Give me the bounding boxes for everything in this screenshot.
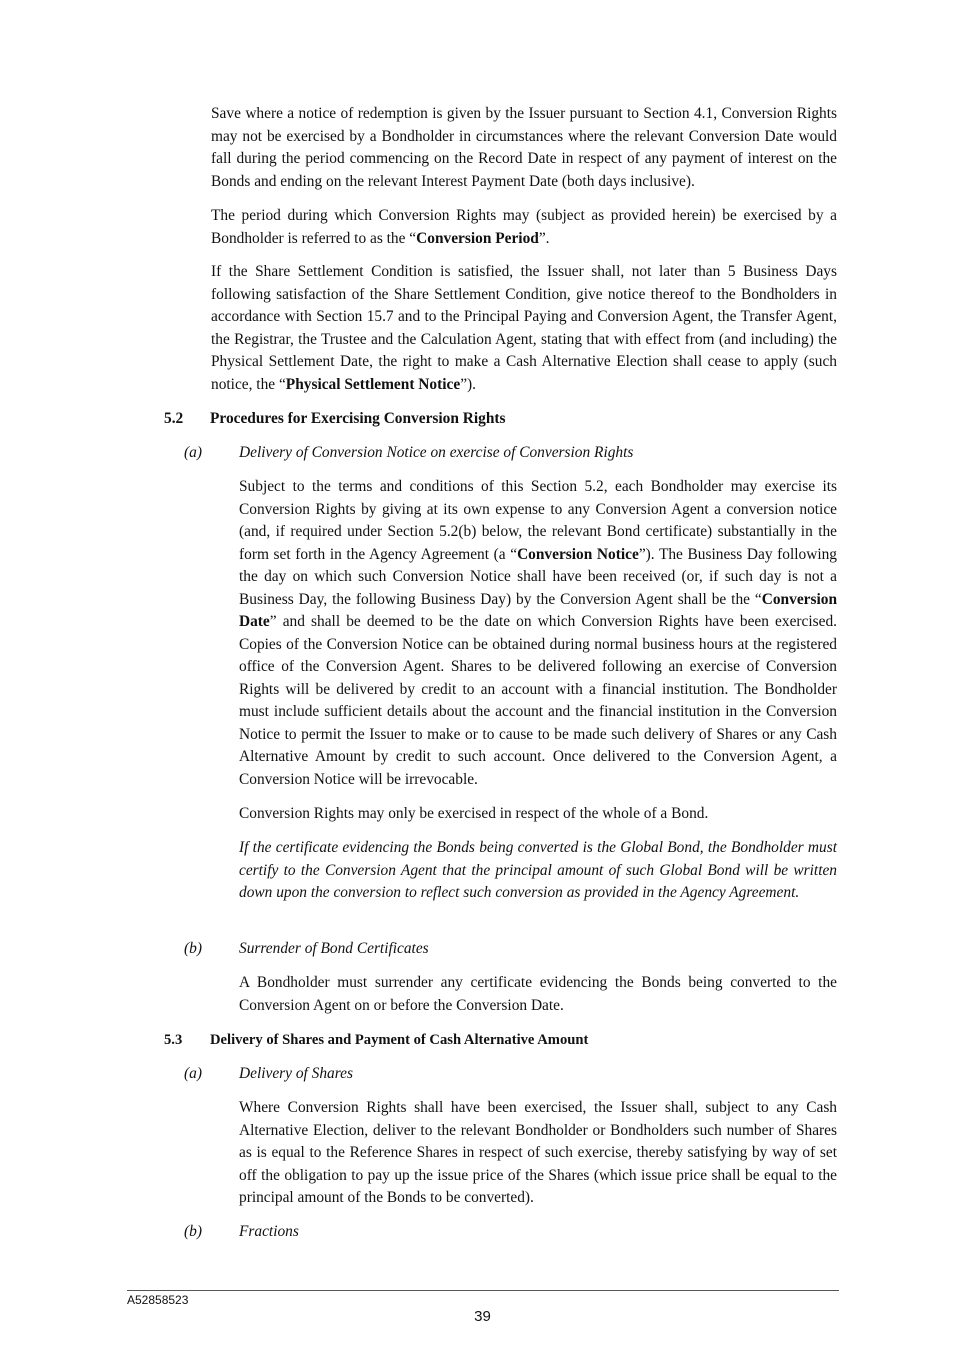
document-reference: A52858523 bbox=[127, 1293, 189, 1307]
subsection-title: Fractions bbox=[239, 1223, 299, 1240]
defined-term: Conversion Date bbox=[239, 590, 837, 630]
text: ” and shall be deemed to be the date on which Conversion Rights have been exercised. Copies of the Conversion Notice can be obtained during normal business hours at the registered office of the Conversion Agent. Shares to be delivered following an exercise of Conversion Rights will be delivered by credit to an account with a financial institution. The Bondholder must include sufficient details about the account and the financial institution in the Conversion Notice to permit the Issuer to make or to cause to be made such delivery of Shares or any Cash Alternative Amount by credit to such account. Once delivered to the Conversion Agent, a Conversion Notice will be irrevocable. bbox=[239, 613, 837, 788]
section-title: Delivery of Shares and Payment of Cash Alternative Amount bbox=[210, 1032, 589, 1048]
section-number: 5.2 bbox=[164, 410, 184, 427]
page-number: 39 bbox=[474, 1308, 491, 1325]
text: Subject to the terms and conditions of this Section 5.2, each Bondholder may exercise its Conversion Rights by giving at its own expense to any Conversion Agent a conversion notice (and, if required under Section 5.2(b) below, the relevant Bond certificate) substantially in the form set forth in the Agency Agreement (a “ bbox=[239, 478, 837, 563]
subsection-label: (a) bbox=[184, 444, 202, 461]
footer-divider bbox=[127, 1290, 839, 1291]
paragraph-physical-settlement bbox=[211, 261, 837, 396]
defined-term: Physical Settlement Notice bbox=[285, 375, 461, 393]
text: ”). bbox=[460, 375, 476, 393]
paragraph-conversion-period bbox=[211, 205, 837, 250]
subsection-label: (b) bbox=[184, 940, 202, 957]
paragraph-surrender-certificates: A Bondholder must surrender any certificate evidencing the Bonds being converted to the Conversion Agent on or before the Conversion Date. bbox=[239, 974, 837, 1014]
subsection-title: Delivery of Shares bbox=[239, 1065, 353, 1082]
text: ”. bbox=[538, 229, 550, 247]
section-number: 5.3 bbox=[164, 1032, 183, 1048]
section-title: Procedures for Exercising Conversion Rights bbox=[210, 410, 506, 427]
paragraph-global-bond: If the certificate evidencing the Bonds being converted is the Global Bond, the Bondholder must certify to the Conversion Agent that the principal amount of such Global Bond will be written down upon the conversion to reflect such conversion as provided in the Agency Agreement. bbox=[239, 839, 837, 901]
paragraph-conversion-restriction: Save where a notice of redemption is given by the Issuer pursuant to Section 4.1, Conversion Rights may not be exercised by a Bondholder in circumstances where the relevant Conversion Date would fall during the period commencing on the Record Date in respect of any payment of interest on the Bonds and ending on the relevant Interest Payment Date (both days inclusive). bbox=[211, 105, 837, 190]
defined-term: Conversion Period bbox=[416, 229, 539, 247]
paragraph-conversion-notice bbox=[239, 476, 837, 791]
subsection-title: Surrender of Bond Certificates bbox=[239, 940, 429, 957]
text: The period during which Conversion Rights may (subject as provided herein) be exercised by a Bondholder is referred to as the “ bbox=[211, 207, 837, 247]
subsection-label: (a) bbox=[184, 1065, 202, 1082]
paragraph-whole-bond: Conversion Rights may only be exercised in respect of the whole of a Bond. bbox=[239, 805, 709, 822]
defined-term: Conversion Notice bbox=[517, 545, 639, 563]
subsection-title: Delivery of Conversion Notice on exercise of Conversion Rights bbox=[239, 444, 634, 461]
text: If the Share Settlement Condition is satisfied, the Issuer shall, not later than 5 Business Days following satisfaction of the Share Settlement Condition, give notice thereof to the Bondholders in accordance with Section 15.7 and to the Principal Paying and Conversion Agent, the Transfer Agent, the Registrar, the Trustee and the Calculation Agent, stating that with effect from (and including) the Physical Settlement Date, the right to make a Cash Alternative Election shall cease to apply (such notice, the “ bbox=[211, 263, 837, 393]
paragraph-delivery-of-shares: Where Conversion Rights shall have been exercised, the Issuer shall, subject to any Cash Alternative Election, deliver to the relevant Bondholder or Bondholders such number of Shares as is equal to the Reference Shares in respect of such exercise, thereby satisfying by way of set off the obligation to pay up the issue price of the Shares (which issue price shall be equal to the principal amount of the Bonds to be converted). bbox=[239, 1099, 837, 1206]
text: ”). The Business Day following the day on which such Conversion Notice shall have been received (or, if such day is not a Business Day, the following Business Day) by the Conversion Agent shall be the “ bbox=[239, 545, 837, 608]
subsection-label: (b) bbox=[184, 1223, 202, 1240]
